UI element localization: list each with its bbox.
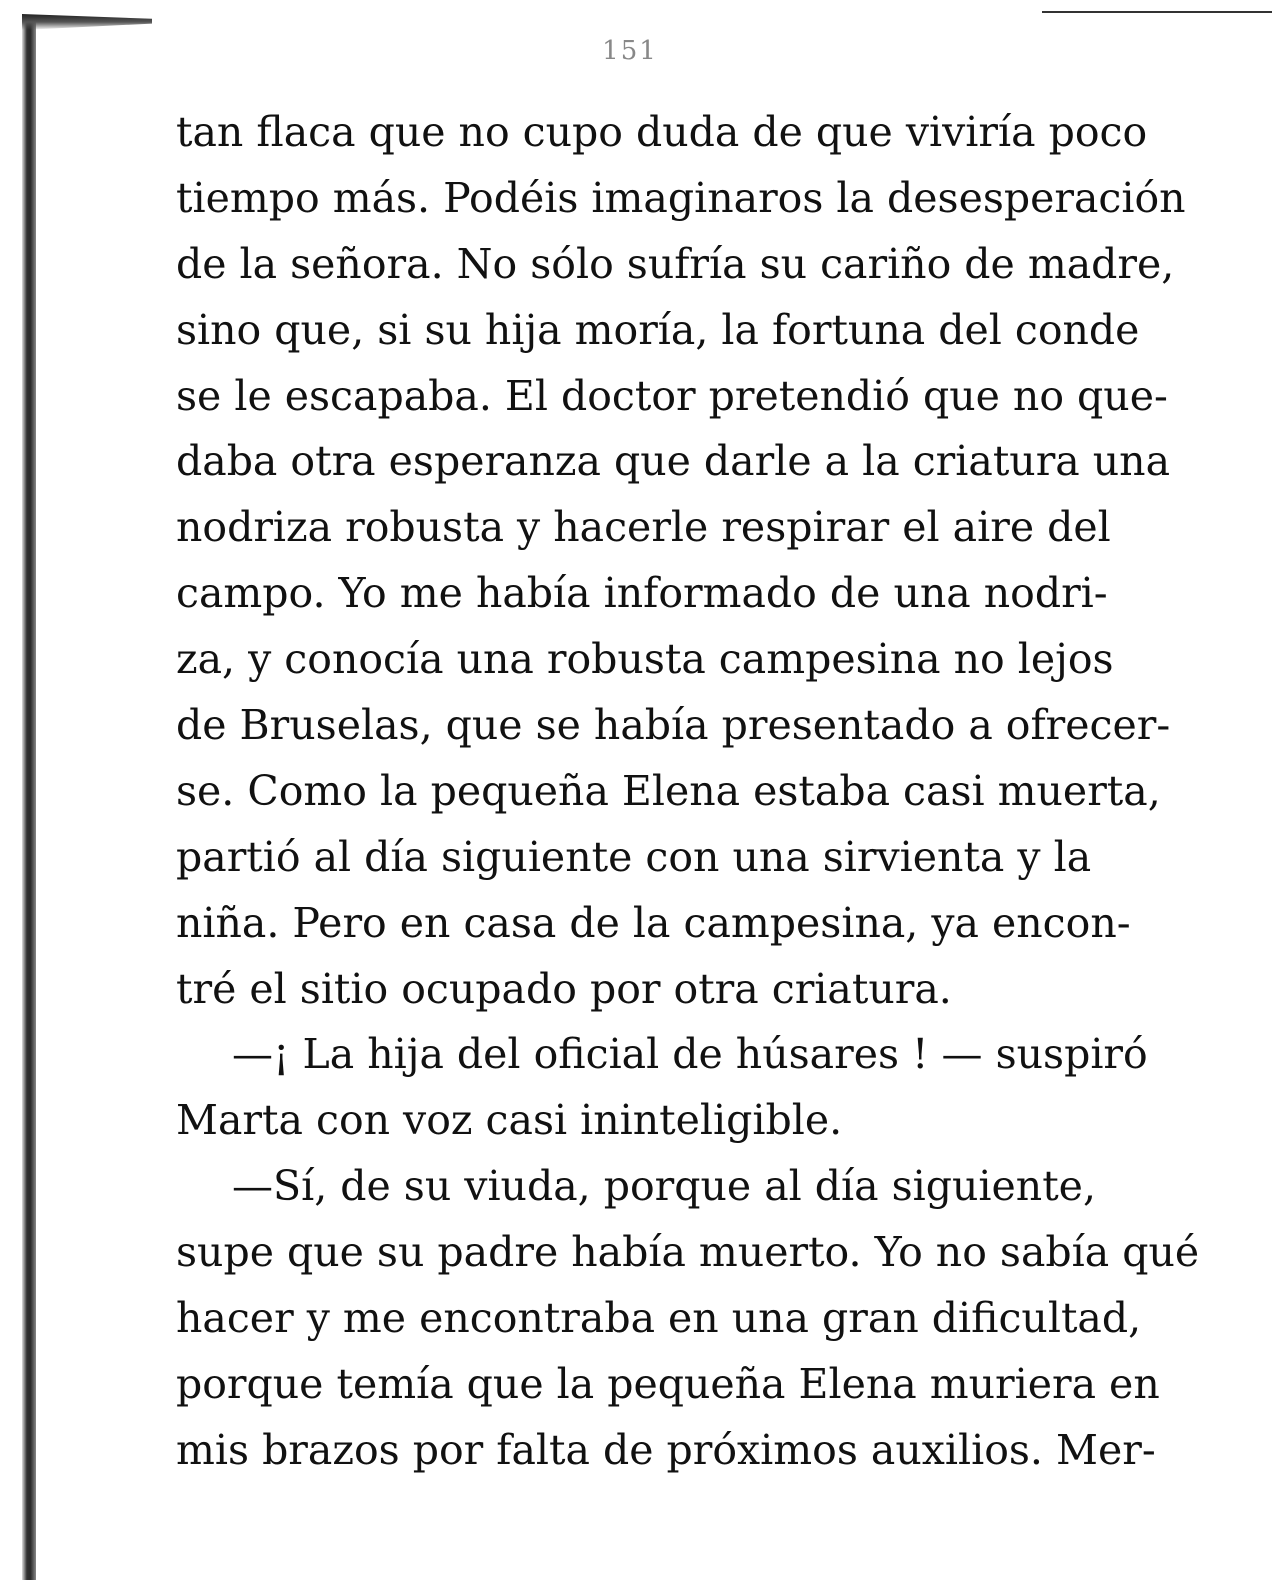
text-line: porque temía que la pequeña Elena muriera en (176, 1359, 1160, 1408)
body-text (176, 100, 1200, 1484)
page-number: 151 (602, 36, 658, 66)
text-line: partió al día siguiente con una sirvienta y la (176, 832, 1092, 881)
text-line: se. Como la pequeña Elena estaba casi muerta, (176, 766, 1161, 815)
text-line: tiempo más. Podéis imaginaros la desesperación (176, 173, 1186, 222)
header-rule (1042, 11, 1272, 13)
text-line: mis brazos por falta de próximos auxilios. Mer- (176, 1425, 1156, 1474)
text-line: sino que, si su hija moría, la fortuna del conde (176, 305, 1140, 354)
text-line: —Sí, de su viuda, porque al día siguiente, (232, 1162, 1096, 1211)
book-spine-corner (22, 14, 152, 30)
text-line: —¡ La hija del oficial de húsares ! — suspiró (232, 1030, 1148, 1079)
text-line: de Bruselas, que se había presentado a ofrecer- (176, 701, 1171, 750)
text-line: daba otra esperanza que darle a la criatura una (176, 437, 1171, 486)
book-spine-shadow (22, 20, 36, 1580)
text-line: supe que su padre había muerto. Yo no sabía qué (176, 1228, 1200, 1277)
text-line: nodriza robusta y hacerle respirar el aire del (176, 503, 1111, 552)
text-line: tan flaca que no cupo duda de que viviría poco (176, 108, 1148, 156)
text-line: campo. Yo me había informado de una nodri- (176, 569, 1108, 618)
text-line: hacer y me encontraba en una gran dificultad, (176, 1294, 1142, 1343)
text-line: niña. Pero en casa de la campesina, ya encon- (176, 898, 1131, 947)
text-line: Marta con voz casi ininteligible. (176, 1096, 843, 1145)
text-line: se le escapaba. El doctor pretendió que no que- (176, 371, 1168, 420)
text-line: za, y conocía una robusta campesina no lejos (176, 635, 1114, 684)
text-line: de la señora. No sólo sufría su cariño de madre, (176, 239, 1175, 288)
text-line: tré el sitio ocupado por otra criatura. (176, 964, 952, 1013)
